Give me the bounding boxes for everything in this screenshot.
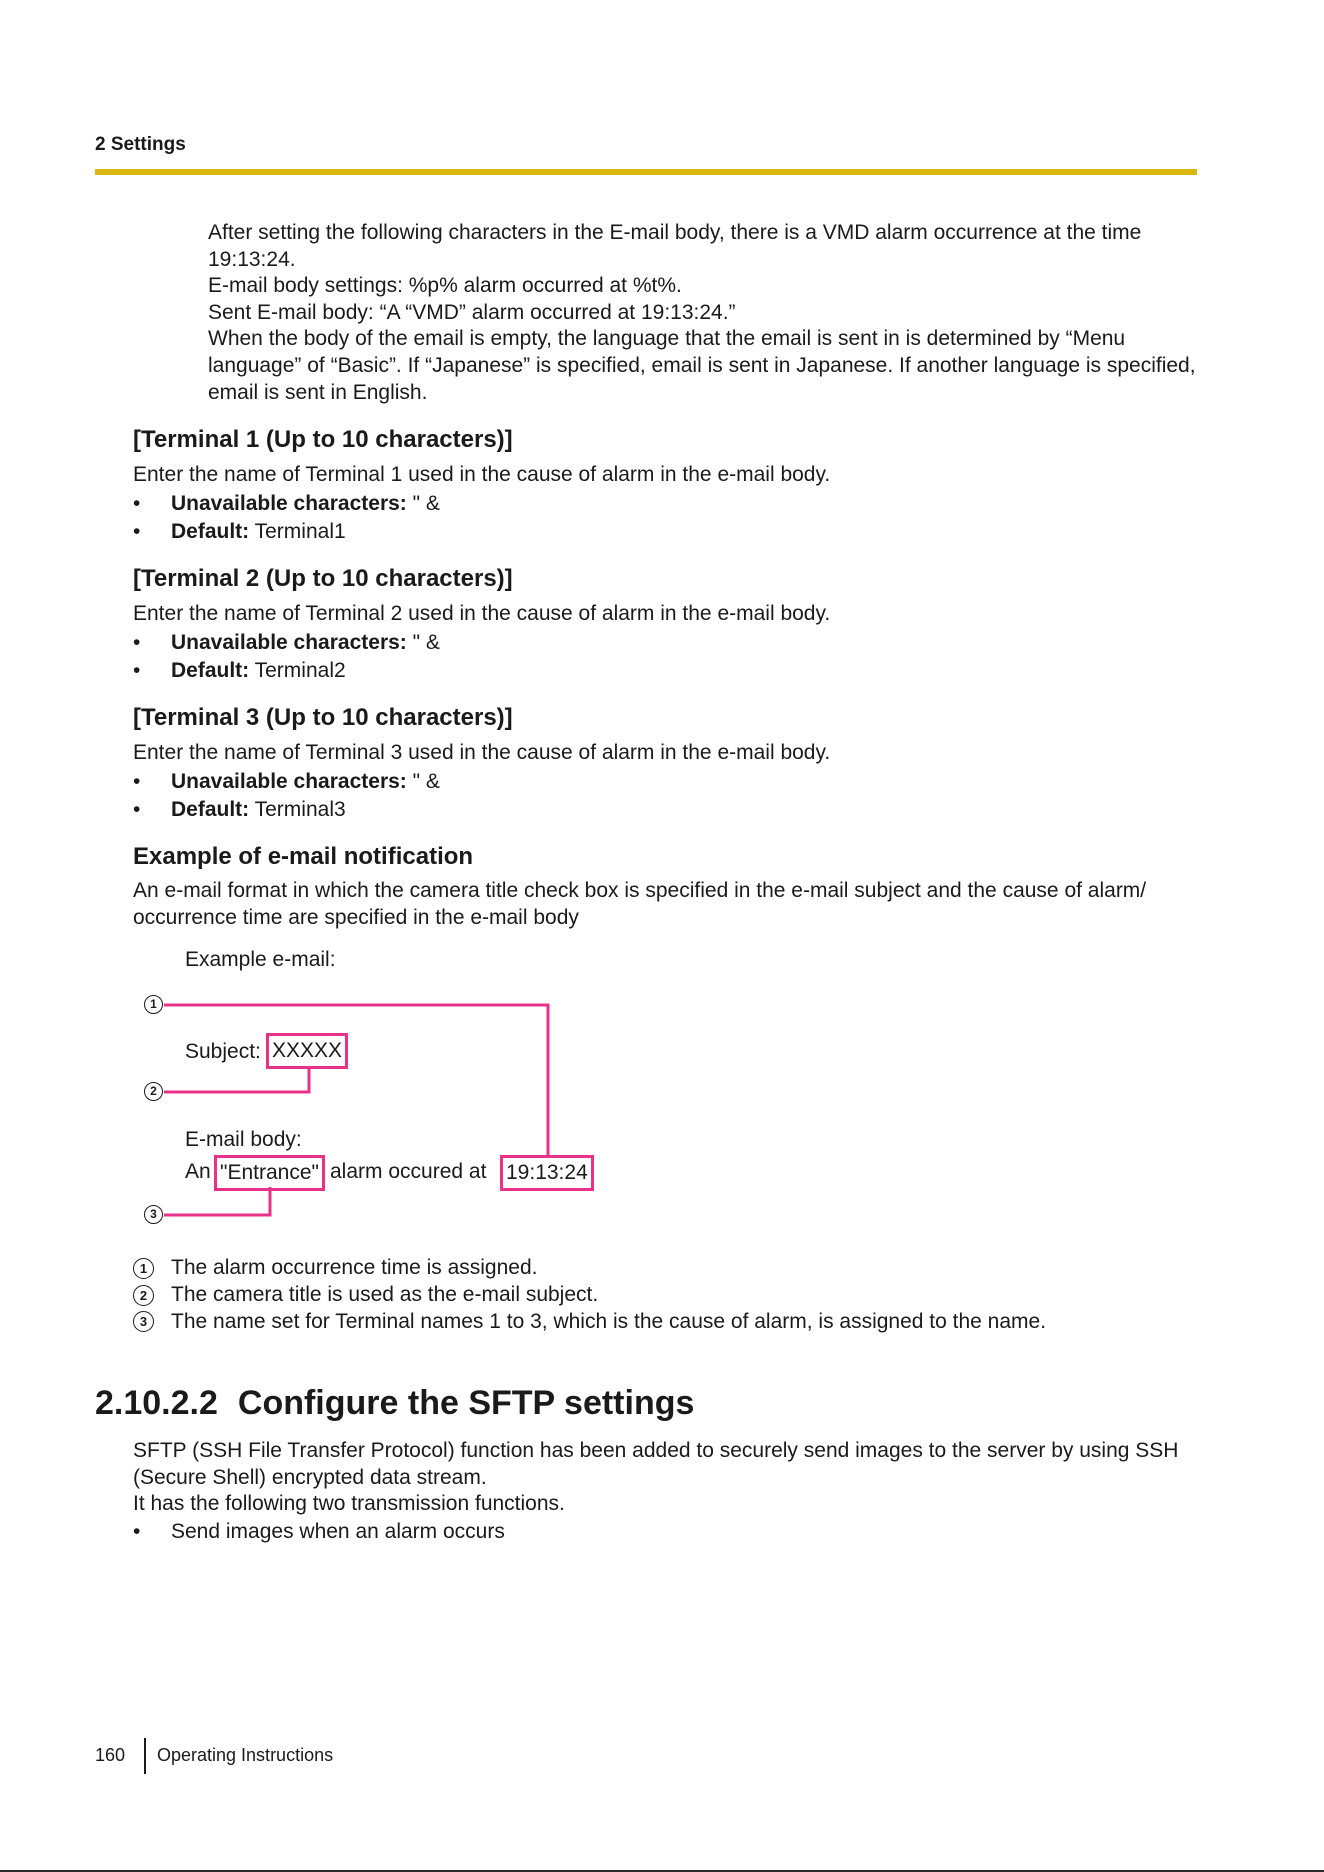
- bullet-icon: •: [133, 798, 141, 821]
- unavailable-label: Unavailable characters:: [171, 491, 407, 515]
- sftp-section-title: Configure the SFTP settings: [237, 1384, 695, 1422]
- default-value: Terminal3: [249, 798, 346, 821]
- terminal-3-heading: [Terminal 3 (Up to 10 characters)]: [133, 704, 513, 731]
- sftp-paragraph: SFTP (SSH File Transfer Protocol) function has been added to securely send images to the server by using SSH (Secure Shell) encrypted data stream.: [133, 1439, 1179, 1489]
- list-item: [133, 629, 1198, 658]
- default-value: Terminal1: [249, 520, 346, 543]
- sftp-heading: [95, 1384, 694, 1423]
- body-prefix: An: [185, 1160, 211, 1183]
- legend-marker-icon: 2: [133, 1285, 154, 1306]
- terminal-2-bullets: [133, 629, 1198, 686]
- terminal-3-description: Enter the name of Terminal 3 used in the cause of alarm in the e-mail body.: [133, 741, 831, 764]
- list-item: [133, 796, 1198, 825]
- legend-item: [133, 1255, 1046, 1282]
- body-middle: alarm occured at: [330, 1160, 487, 1183]
- terminal-2-section: [133, 564, 1198, 686]
- bullet-icon: •: [133, 491, 141, 515]
- subject-value-highlight: XXXXX: [266, 1033, 348, 1069]
- subject-label: Subject:: [185, 1040, 261, 1063]
- default-value: Terminal2: [249, 659, 346, 682]
- unavailable-value: " &: [406, 630, 440, 654]
- bullet-icon: •: [133, 769, 141, 793]
- example-section: [133, 842, 1198, 931]
- header-divider: [95, 169, 1197, 175]
- list-item: [133, 768, 1198, 797]
- diagram-legend: [133, 1255, 1046, 1335]
- list-item: [133, 490, 1198, 519]
- list-item: [133, 657, 1198, 686]
- connector-2-line: [164, 1066, 309, 1092]
- legend-text: The camera title is used as the e-mail subject.: [171, 1282, 599, 1306]
- body-label: E-mail body:: [185, 1128, 302, 1151]
- list-item: [133, 518, 1198, 547]
- terminal-1-bullets: [133, 490, 1198, 547]
- legend-text: The alarm occurrence time is assigned.: [171, 1256, 538, 1279]
- sftp-bullet-text: Send images when an alarm occurs: [171, 1519, 505, 1543]
- terminal-3-section: [133, 703, 1198, 825]
- note-line: After setting the following characters in the E-mail body, there is a VMD alarm occurrence at the time 19:13:24.: [208, 221, 1142, 271]
- bullet-icon: •: [133, 630, 141, 654]
- unavailable-label: Unavailable characters:: [171, 630, 407, 654]
- note-line: When the body of the email is empty, the language that the email is sent in is determined by “Menu language” of “Basic”. If “Japanese” is specified, email is sent in Japanese. If another language is specified, email is sent in English.: [208, 327, 1196, 404]
- sftp-section-number: 2.10.2.2: [95, 1384, 218, 1422]
- page-number: 160: [95, 1745, 126, 1765]
- body-cause-highlight: "Entrance": [214, 1155, 325, 1191]
- legend-item: [133, 1282, 1046, 1309]
- terminal-2-heading: [Terminal 2 (Up to 10 characters)]: [133, 565, 513, 592]
- marker-1-icon: 1: [144, 995, 163, 1014]
- terminal-2-description: Enter the name of Terminal 2 used in the cause of alarm in the e-mail body.: [133, 602, 831, 625]
- unavailable-value: " &: [406, 491, 440, 515]
- document-title: Operating Instructions: [157, 1745, 334, 1765]
- default-label: Default:: [171, 659, 250, 682]
- terminal-1-heading: [Terminal 1 (Up to 10 characters)]: [133, 426, 513, 453]
- running-header-section: 2 Settings: [95, 134, 186, 155]
- note-block: [208, 220, 1198, 406]
- unavailable-label: Unavailable characters:: [171, 769, 407, 793]
- default-label: Default:: [171, 520, 250, 543]
- default-label: Default:: [171, 798, 250, 821]
- legend-marker-icon: 1: [133, 1258, 154, 1279]
- marker-2-icon: 2: [144, 1082, 163, 1101]
- sftp-paragraph: It has the following two transmission functions.: [133, 1492, 565, 1516]
- connector-3-line: [164, 1187, 270, 1215]
- marker-3-icon: 3: [144, 1205, 163, 1224]
- example-heading: Example of e-mail notification: [133, 843, 474, 870]
- terminal-1-description: Enter the name of Terminal 1 used in the cause of alarm in the e-mail body.: [133, 463, 831, 486]
- legend-item: [133, 1309, 1046, 1336]
- legend-marker-icon: 3: [133, 1311, 154, 1332]
- note-line: E-mail body settings: %p% alarm occurred at %t%.: [208, 274, 682, 298]
- sftp-body: [133, 1438, 1203, 1546]
- terminal-1-section: [133, 425, 1198, 547]
- body-time-highlight: 19:13:24: [500, 1155, 594, 1191]
- note-line: Sent E-mail body: “A “VMD” alarm occurred at 19:13:24.”: [208, 300, 736, 324]
- bullet-icon: •: [133, 659, 141, 682]
- legend-text: The name set for Terminal names 1 to 3, which is the cause of alarm, is assigned to the name.: [171, 1309, 1047, 1333]
- example-description: An e-mail format in which the camera title check box is specified in the e-mail subject and the cause of alarm/ occurrence time are specified in the e-mail body: [133, 879, 1147, 929]
- unavailable-value: " &: [406, 769, 440, 793]
- example-email-label: Example e-mail:: [185, 948, 336, 971]
- list-item: [133, 1518, 1203, 1546]
- terminal-3-bullets: [133, 768, 1198, 825]
- footer-divider: [144, 1738, 146, 1774]
- bullet-icon: •: [133, 520, 141, 543]
- sftp-bullets: [133, 1518, 1203, 1546]
- bullet-icon: •: [133, 1519, 141, 1543]
